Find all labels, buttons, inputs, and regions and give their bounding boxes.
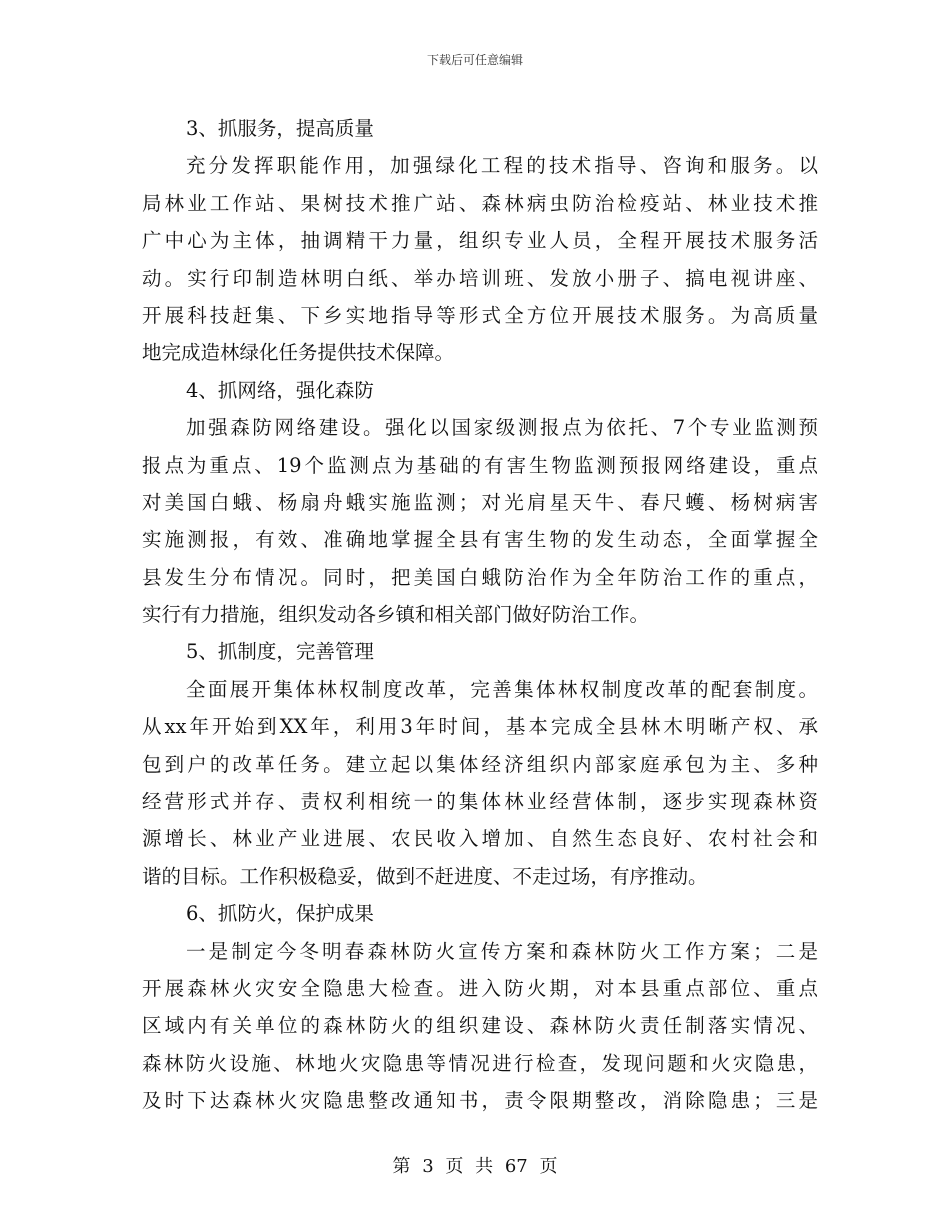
text-line: 开展科技赶集、下乡实地指导等形式全方位开展技术服务。为高质量 xyxy=(142,303,818,327)
text-line: 3、抓服务，提高质量 xyxy=(186,117,374,140)
document-body xyxy=(142,110,818,1120)
text-line: 开展森林火灾安全隐患大检查。进入防火期，对本县重点部位、重点 xyxy=(142,976,818,1000)
text-line: 加强森防网络建设。强化以国家级测报点为依托、7个专业监测预 xyxy=(186,416,818,440)
text-line: 区域内有关单位的森林防火的组织建设、森林防火责任制落实情况、 xyxy=(142,1014,818,1038)
text-line: 谐的目标。工作积极稳妥，做到不赶进度、不走过场，有序推动。 xyxy=(142,864,708,888)
text-line: 一是制定今冬明春森林防火宣传方案和森林防火工作方案；二是 xyxy=(186,939,818,963)
text-line: 地完成造林绿化任务提供技术保障。 xyxy=(142,341,455,365)
text-line: 及时下达森林火灾隐患整改通知书，责令限期整改，消除隐患；三是 xyxy=(142,1089,818,1113)
text-line: 对美国白蛾、杨扇舟蛾实施监测；对光肩星天牛、春尺蠖、杨树病害 xyxy=(142,490,818,514)
text-line: 充分发挥职能作用，加强绿化工程的技术指导、咨询和服务。以 xyxy=(186,154,818,178)
text-line: 县发生分布情况。同时，把美国白蛾防治作为全年防治工作的重点， xyxy=(142,565,818,589)
page-footer: 第 3 页 共 67 页 xyxy=(392,1156,558,1177)
page-header: 下载后可任意编辑 xyxy=(426,53,523,67)
text-line: 森林防火设施、林地火灾隐患等情况进行检查，发现问题和火灾隐患， xyxy=(142,1051,818,1075)
text-line: 5、抓制度，完善管理 xyxy=(186,640,374,664)
text-line: 局林业工作站、果树技术推广站、森林病虫防治检疫站、林业技术推 xyxy=(142,191,818,215)
text-line: 动。实行印制造林明白纸、举办培训班、发放小册子、搞电视讲座、 xyxy=(142,266,818,290)
text-line: 包到户的改革任务。建立起以集体经济组织内部家庭承包为主、多种 xyxy=(142,752,818,776)
text-line: 实行有力措施，组织发动各乡镇和相关部门做好防治工作。 xyxy=(142,603,650,627)
text-line: 实施测报，有效、准确地掌握全县有害生物的发生动态，全面掌握全 xyxy=(142,528,818,552)
text-line: 全面展开集体林权制度改革，完善集体林权制度改革的配套制度。 xyxy=(186,677,818,701)
text-line: 经营形式并存、责权利相统一的集体林业经营体制，逐步实现森林资 xyxy=(142,790,818,814)
text-line: 4、抓网络，强化森防 xyxy=(186,378,374,402)
text-line: 报点为重点、19个监测点为基础的有害生物监测预报网络建设，重点 xyxy=(142,453,818,477)
text-line: 从xx年开始到XX年，利用3年时间，基本完成全县林木明晰产权、承 xyxy=(142,715,818,739)
text-line: 广中心为主体，抽调精干力量，组织专业人员，全程开展技术服务活 xyxy=(142,229,818,253)
text-line: 6、抓防火，保护成果 xyxy=(186,902,374,926)
text-line: 源增长、林业产业进展、农民收入增加、自然生态良好、农村社会和 xyxy=(142,827,818,851)
